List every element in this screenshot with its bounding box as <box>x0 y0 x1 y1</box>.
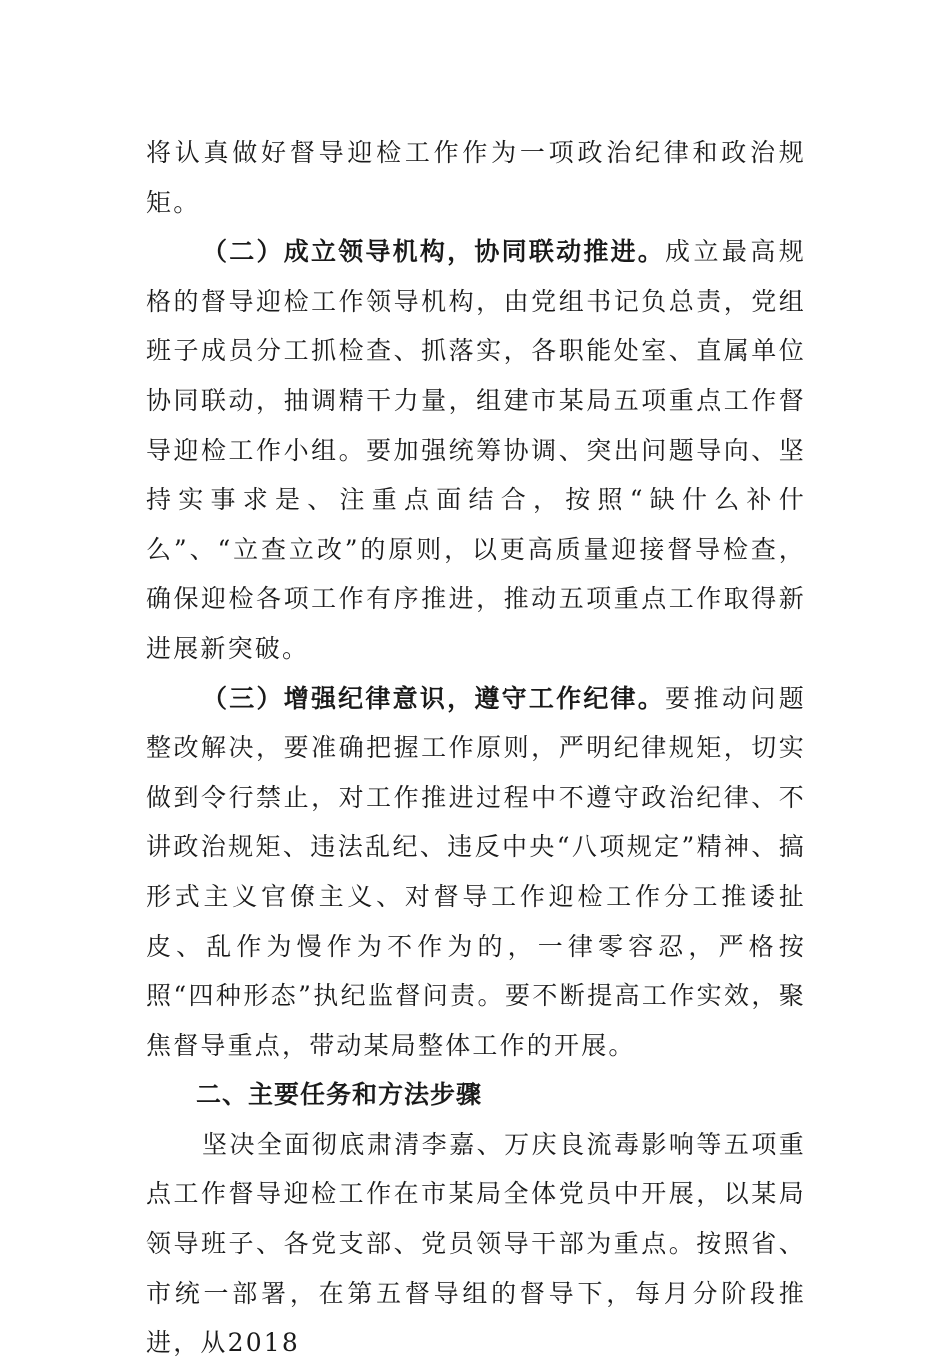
paragraph-section-two <box>146 227 806 673</box>
paragraph-text: 成立最高规格的督导迎检工作领导机构，由党组书记负总责，党组班子成员分工抓检查、抓落实，各职能处室、直属单位协同联动，抽调精干力量，组建市某局五项重点工作督导迎检工作小组。要加强统筹协调、突出问题导向、坚持实事求是、注重点面结合，按照“缺什么补什么”、“立查立改”的原则，以更高质量迎接督导检查，确保迎检各项工作有序推进，推动五项重点工作取得新进展新突破。 <box>146 237 806 663</box>
paragraph-text: 将认真做好督导迎检工作作为一项政治纪律和政治规矩。 <box>146 138 806 217</box>
paragraph-text: 要推动问题整改解决，要准确把握工作原则，严明纪律规矩，切实做到令行禁止，对工作推进过程中不遵守政治纪律、不讲政治规矩、违法乱纪、违反中央“八项规定”精神、搞形式主义官僚主义、对督导工作迎检工作分工推诿扯皮、乱作为慢作为不作为的，一律零容忍，严格按照“四种形态”执纪监督问责。要不断提高工作实效，聚焦督导重点，带动某局整体工作的开展。 <box>146 683 806 1060</box>
paragraph-continuation <box>146 128 806 227</box>
paragraph-lead-heading: （二）成立领导机构，协同联动推进。 <box>202 237 666 267</box>
paragraph-main-tasks <box>146 1120 806 1368</box>
paragraph-lead-heading: （三）增强纪律意识，遵守工作纪律。 <box>202 683 666 713</box>
document-body <box>146 128 806 1368</box>
paragraph-text: 坚决全面彻底肃清李嘉、万庆良流毒影响等五项重点工作督导迎检工作在市某局全体党员中开展，以某局领导班子、各党支部、党员领导干部为重点。按照省、市统一部署，在第五督导组的督导下，每月分阶段推进，从2018 <box>146 1129 806 1358</box>
section-heading: 二、主要任务和方法步骤 <box>196 1080 483 1110</box>
paragraph-section-three <box>146 674 806 1071</box>
